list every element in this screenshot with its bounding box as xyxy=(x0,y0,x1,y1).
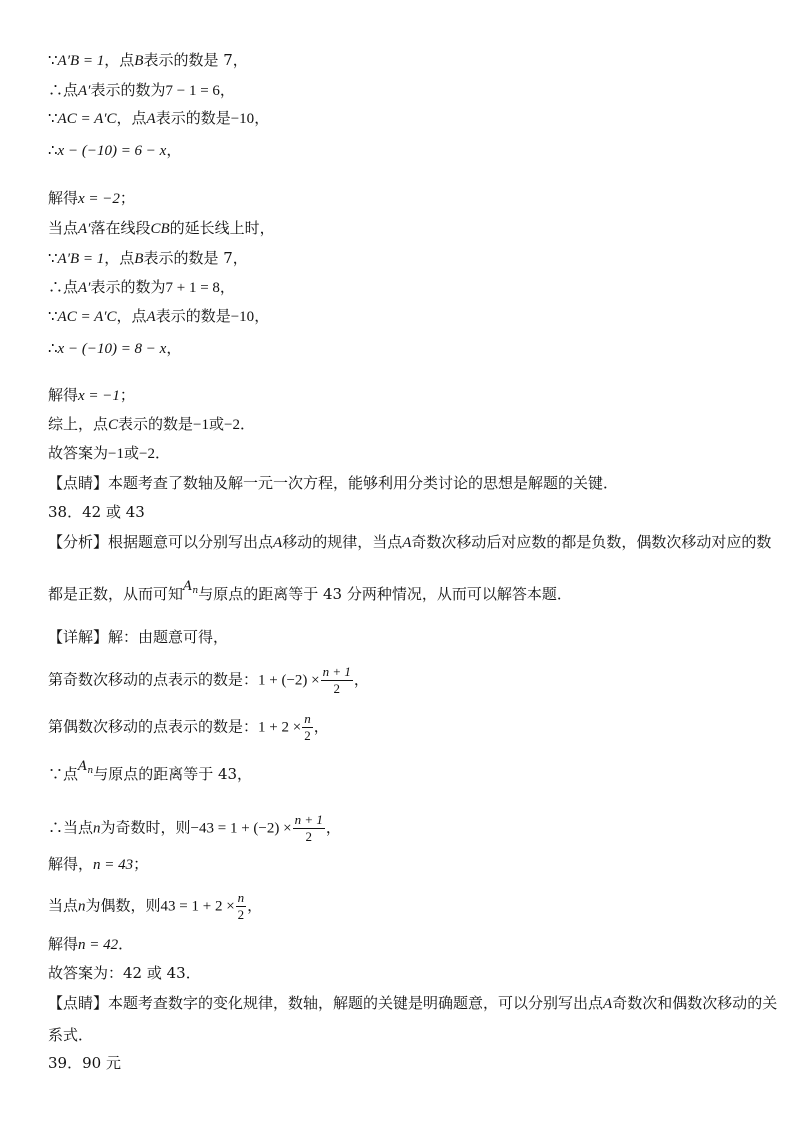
solution-line xyxy=(48,759,253,790)
text-span: ， xyxy=(247,896,263,915)
numerator: n + 1 xyxy=(322,664,351,679)
math-expression: 7 − 1 = 6 xyxy=(165,83,220,99)
math-variable xyxy=(183,579,198,594)
text-span: ， xyxy=(353,670,369,689)
solution-line xyxy=(48,277,235,298)
solution-line xyxy=(48,306,269,327)
solution-line xyxy=(48,385,135,406)
math-variable: A xyxy=(146,309,156,325)
math-equation: x − (−10) = 6 − x xyxy=(57,143,167,159)
math-expression: −2 xyxy=(139,446,155,462)
text-span: ； xyxy=(133,855,149,873)
therefore-symbol: ∴ xyxy=(48,141,58,159)
solution-line xyxy=(48,854,148,875)
math-expression: −10 xyxy=(230,309,255,325)
text-span: ； xyxy=(119,189,135,207)
answer-line xyxy=(48,443,170,464)
math-equation: n = 43 xyxy=(93,857,134,873)
because-symbol: ∵ xyxy=(48,307,58,325)
commentary-line: 系式． xyxy=(48,1026,94,1044)
analysis-line xyxy=(48,532,771,553)
fraction xyxy=(293,812,325,845)
solution-line xyxy=(48,812,341,845)
text-span: ． xyxy=(118,935,134,953)
math-expression: A′B = 1 xyxy=(57,53,105,69)
text-span: 表示的数为 xyxy=(90,81,166,99)
text-span: ，点 xyxy=(116,109,147,127)
math-variable: n xyxy=(78,898,86,915)
text-span: 第奇数次移动的点表示的数是： xyxy=(48,670,259,689)
solution-line xyxy=(48,50,248,71)
text-span: 解得 xyxy=(48,386,79,404)
denominator: 2 xyxy=(321,680,353,697)
math-expression: −10 xyxy=(230,111,255,127)
text-span: 或 xyxy=(123,444,139,462)
commentary-line xyxy=(48,993,777,1014)
analysis-line xyxy=(48,579,572,610)
math-expression: AC = A′C xyxy=(57,309,117,325)
text-span: ∴当点 xyxy=(48,818,94,837)
text-span: 与原点的距离等于 43， xyxy=(93,765,253,783)
text-span: 【点睛】本题考查数字的变化规律，数轴，解题的关键是明确题意，可以分别写出点 xyxy=(48,994,604,1012)
text-span: 表示的数是 xyxy=(155,307,231,325)
math-expression: −1 xyxy=(108,446,124,462)
text-span: 综上，点 xyxy=(48,415,109,433)
numerator: n xyxy=(304,711,311,726)
math-equation: n = 42 xyxy=(78,937,119,953)
math-expression: AC = A′C xyxy=(57,111,117,127)
question-number-heading: 38．42 或 43 xyxy=(48,503,145,521)
text-span: 为偶数，则 xyxy=(85,896,161,915)
text-span: 表示的数是 xyxy=(155,109,231,127)
solution-line xyxy=(48,108,269,129)
text-span: ， xyxy=(254,307,270,325)
math-variable: n xyxy=(93,820,101,837)
text-span: 都是正数，从而可知 xyxy=(48,585,184,603)
text-span: ． xyxy=(154,444,170,462)
solution-line xyxy=(48,80,235,101)
numerator: n + 1 xyxy=(294,812,323,827)
text-span: ， xyxy=(313,717,329,736)
math-expression: 7 + 1 = 8 xyxy=(165,280,220,296)
because-symbol: ∵ xyxy=(48,249,58,267)
math-variable xyxy=(78,759,93,774)
text-span: 解得 xyxy=(48,189,79,207)
math-variable: A′ xyxy=(78,83,91,99)
math-variable: A xyxy=(603,996,613,1012)
solution-line xyxy=(48,934,133,955)
math-expression: 1 + 2 × xyxy=(258,719,302,736)
text-span: ， xyxy=(219,278,235,296)
solution-line xyxy=(48,218,275,239)
text-span: ∴点 xyxy=(48,81,79,99)
text-span: 故答案为 xyxy=(48,444,109,462)
math-expression: −2 xyxy=(224,417,240,433)
solution-line xyxy=(48,338,181,359)
text-span: 表示的数是 7， xyxy=(143,249,248,267)
numerator: n xyxy=(237,890,245,905)
text-span: ，点 xyxy=(116,307,147,325)
because-symbol: ∵ xyxy=(48,51,58,69)
math-variable: A xyxy=(273,535,283,551)
text-span: ． xyxy=(240,415,256,433)
solution-line xyxy=(48,140,181,161)
denominator: 2 xyxy=(237,907,245,922)
variable-letter: A xyxy=(183,579,193,594)
text-span: ， xyxy=(166,339,182,357)
solution-line xyxy=(48,890,262,923)
math-expression: 1 + (−2) × xyxy=(258,672,320,689)
text-span: ； xyxy=(119,386,135,404)
math-equation: x − (−10) = 8 − x xyxy=(57,341,167,357)
text-span: 落在线段 xyxy=(90,219,151,237)
text-span: ， xyxy=(219,81,235,99)
commentary-line: 【点睛】本题考查了数轴及解一元一次方程，能够利用分类讨论的思想是解题的关键． xyxy=(48,474,619,492)
text-span: ， xyxy=(166,141,182,159)
because-symbol: ∵ xyxy=(48,109,58,127)
text-span: 的延长线上时， xyxy=(169,219,275,237)
solution-line xyxy=(48,188,135,209)
detail-heading-line: 【详解】解：由题意可得， xyxy=(48,628,229,646)
subscript: n xyxy=(87,766,94,776)
text-span: ， xyxy=(325,818,341,837)
text-span: 奇数次和偶数次移动的关 xyxy=(612,994,778,1012)
math-variable: A xyxy=(402,535,412,551)
text-span: 【分析】根据题意可以分别写出点 xyxy=(48,533,274,551)
text-span: ， xyxy=(254,109,270,127)
math-expression: A′B = 1 xyxy=(57,251,105,267)
denominator: 2 xyxy=(293,828,325,845)
math-variable: C xyxy=(108,417,119,433)
text-span: 为奇数时，则 xyxy=(100,818,191,837)
solution-line xyxy=(48,664,369,697)
text-span: 表示的数为 xyxy=(90,278,166,296)
math-variable: A′ xyxy=(78,280,91,296)
text-span: 表示的数是 xyxy=(118,415,194,433)
text-span: 第偶数次移动的点表示的数是： xyxy=(48,717,259,736)
text-span: 解得， xyxy=(48,855,94,873)
text-span: 当点 xyxy=(48,219,79,237)
math-variable: CB xyxy=(150,221,170,237)
text-span: ∴点 xyxy=(48,278,79,296)
solution-line xyxy=(48,414,255,435)
text-span: 或 xyxy=(209,415,225,433)
math-expression: 43 = 1 + 2 × xyxy=(160,898,235,915)
solution-line xyxy=(48,711,329,744)
fraction xyxy=(302,711,313,744)
text-span: 当点 xyxy=(48,896,79,915)
text-span: ∵点 xyxy=(48,765,79,783)
text-span: ，点 xyxy=(104,249,135,267)
question-number-heading: 39．90 元 xyxy=(48,1054,121,1072)
math-variable: B xyxy=(134,53,144,69)
text-span: 表示的数是 7， xyxy=(143,51,248,69)
text-span: 奇数次移动后对应数的都是负数，偶数次移动对应的数 xyxy=(411,533,772,551)
solution-line xyxy=(48,248,248,269)
math-variable: B xyxy=(134,251,144,267)
math-variable: A′ xyxy=(78,221,91,237)
subscript: n xyxy=(192,586,199,596)
variable-letter: A xyxy=(78,759,88,774)
math-equation: x = −1 xyxy=(78,388,120,404)
math-expression: −1 xyxy=(193,417,210,433)
math-expression: −43 = 1 + (−2) × xyxy=(190,820,292,837)
answer-line: 故答案为：42 或 43． xyxy=(48,964,201,982)
therefore-symbol: ∴ xyxy=(48,339,58,357)
text-span: 移动的规律，当点 xyxy=(282,533,403,551)
math-equation: x = −2 xyxy=(78,191,120,207)
text-span: 解得 xyxy=(48,935,79,953)
fraction xyxy=(321,664,353,697)
fraction xyxy=(236,890,247,923)
text-span: ，点 xyxy=(104,51,135,69)
denominator: 2 xyxy=(304,728,311,743)
text-span: 与原点的距离等于 43 分两种情况，从而可以解答本题． xyxy=(198,585,572,603)
math-variable: A xyxy=(146,111,156,127)
